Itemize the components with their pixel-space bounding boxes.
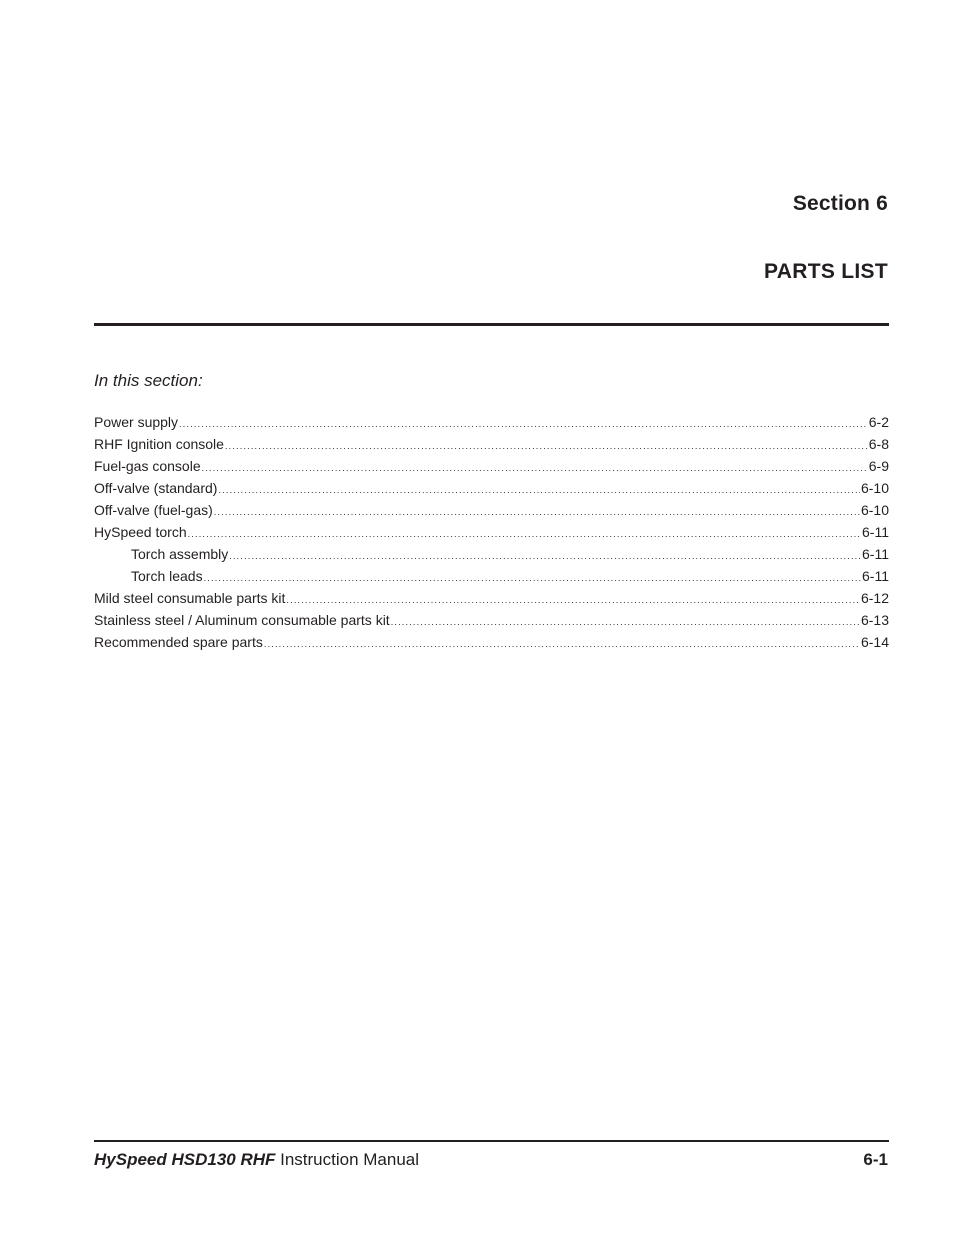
toc-label: Torch leads	[131, 568, 203, 584]
dot-leader	[179, 419, 868, 429]
top-divider	[94, 323, 889, 326]
dot-leader	[202, 463, 868, 473]
footer-manual-label: Instruction Manual	[280, 1150, 420, 1169]
intro-text: In this section:	[94, 371, 203, 390]
toc-item-rhf-ignition-console[interactable]	[94, 436, 889, 458]
dot-leader	[188, 529, 861, 539]
toc-item-recommended-spare-parts[interactable]	[94, 634, 889, 656]
footer-page-number: 6-1	[863, 1150, 888, 1169]
dot-leader	[286, 595, 860, 605]
toc-item-off-valve-fuel-gas[interactable]	[94, 502, 889, 524]
dot-leader	[225, 441, 868, 451]
dot-leader	[204, 573, 861, 583]
dot-leader	[214, 507, 860, 517]
toc-page: 6-11	[862, 524, 889, 540]
toc-item-off-valve-standard[interactable]	[94, 480, 889, 502]
toc-label: Stainless steel / Aluminum consumable parts kit	[94, 612, 390, 628]
toc-item-torch-assembly[interactable]	[94, 546, 889, 568]
toc-page: 6-8	[868, 436, 889, 452]
toc-item-power-supply[interactable]	[94, 414, 889, 436]
toc-label: Fuel-gas console	[94, 458, 201, 474]
toc-label: HySpeed torch	[94, 524, 187, 540]
toc-item-stainless-aluminum-kit[interactable]	[94, 612, 889, 634]
footer-title	[94, 1150, 419, 1170]
toc-page: 6-10	[860, 480, 889, 496]
toc-page: 6-11	[862, 568, 889, 584]
section-title: PARTS LIST	[764, 260, 888, 283]
toc-page: 6-2	[868, 414, 889, 430]
toc-label: Off-valve (standard)	[94, 480, 218, 496]
toc-label: Off-valve (fuel-gas)	[94, 502, 213, 518]
footer-divider	[94, 1140, 889, 1142]
dot-leader	[264, 639, 860, 649]
dot-leader	[391, 617, 860, 627]
dot-leader	[218, 485, 860, 495]
toc-item-mild-steel-kit[interactable]	[94, 590, 889, 612]
section-number: Section 6	[792, 192, 888, 215]
dot-leader	[229, 551, 861, 561]
toc-label: RHF Ignition console	[94, 436, 224, 452]
toc-page: 6-13	[860, 612, 889, 628]
toc-page: 6-11	[862, 546, 889, 562]
toc-page: 6-10	[860, 502, 889, 518]
toc-label: Mild steel consumable parts kit	[94, 590, 286, 606]
toc-label: Power supply	[94, 414, 179, 430]
toc-page: 6-12	[860, 590, 889, 606]
table-of-contents	[94, 414, 889, 656]
toc-item-hyspeed-torch[interactable]	[94, 524, 889, 546]
footer-product-name: HySpeed HSD130 RHF	[94, 1150, 276, 1169]
toc-label: Torch assembly	[131, 546, 229, 562]
toc-item-torch-leads[interactable]	[94, 568, 889, 590]
toc-page: 6-14	[860, 634, 889, 650]
toc-page: 6-9	[868, 458, 889, 474]
toc-label: Recommended spare parts	[94, 634, 263, 650]
toc-item-fuel-gas-console[interactable]	[94, 458, 889, 480]
